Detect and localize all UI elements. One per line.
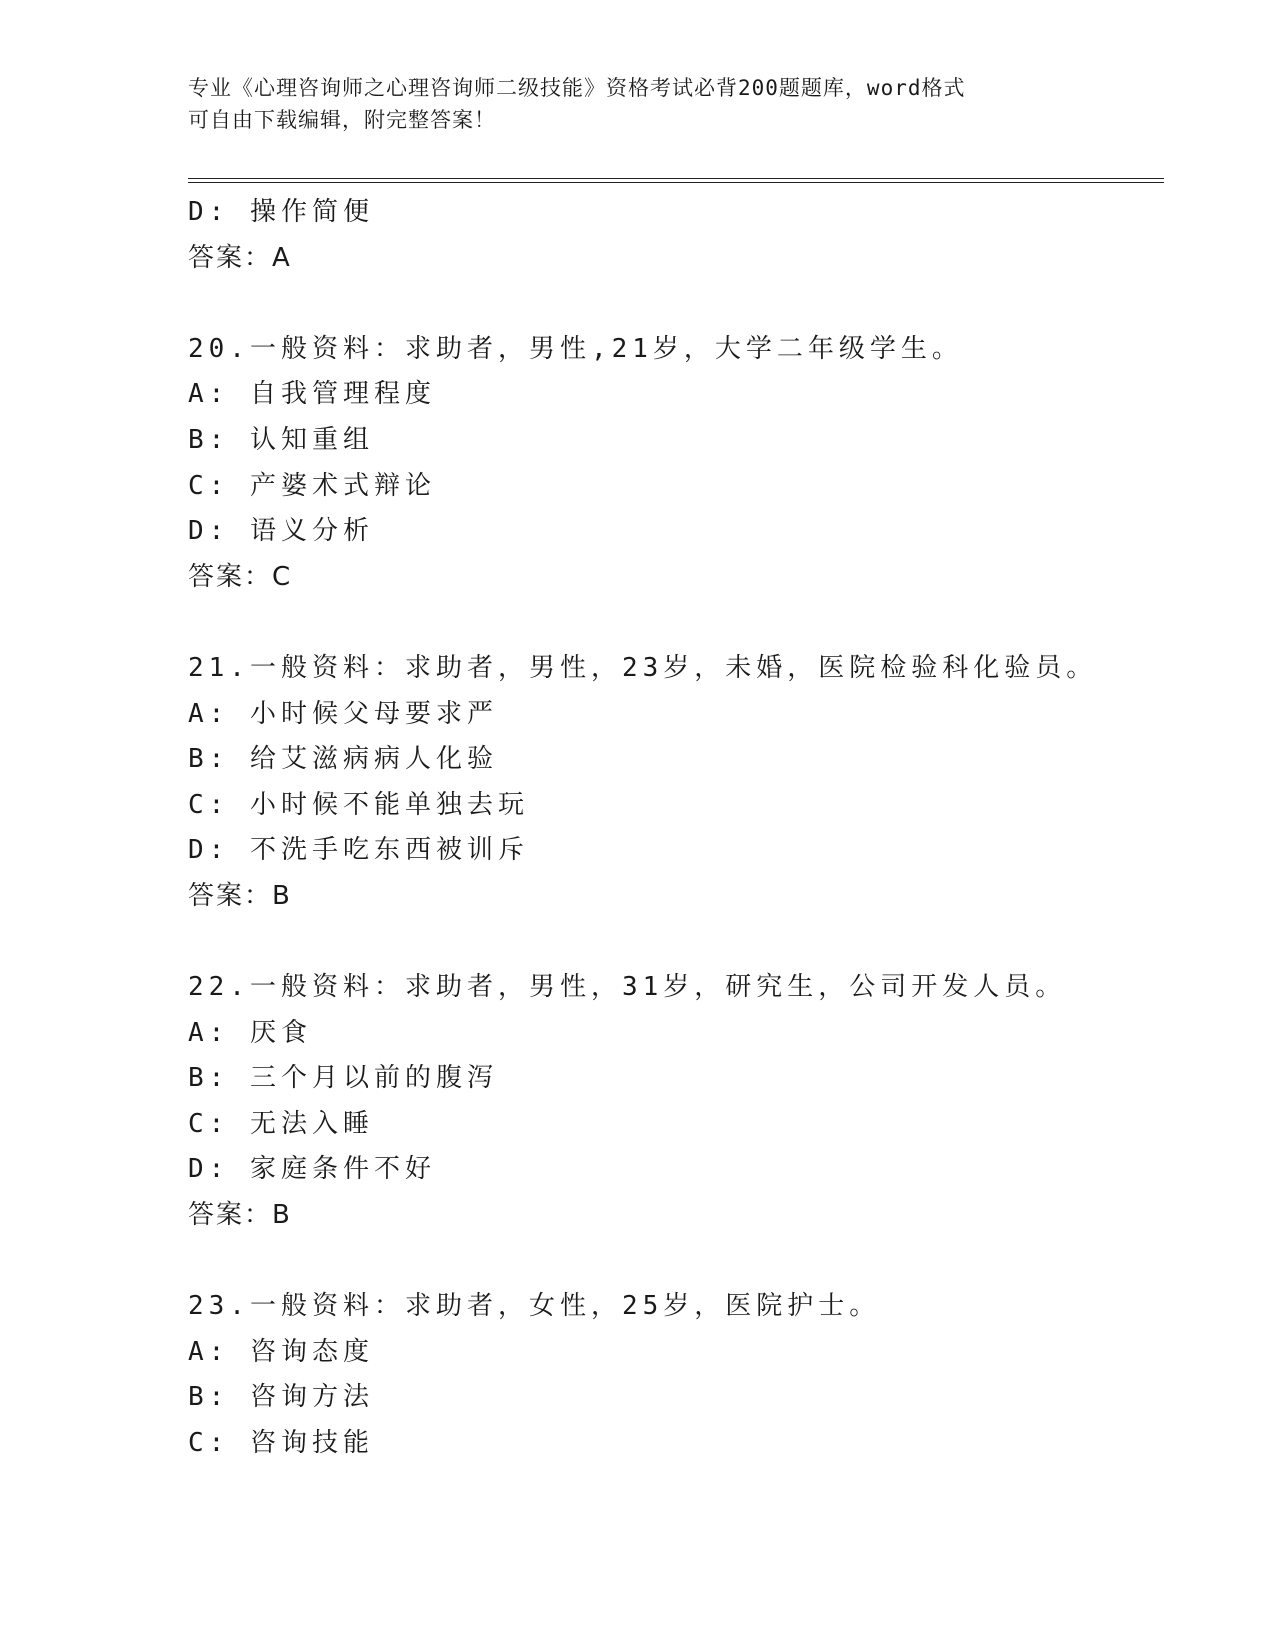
question-21 xyxy=(188,646,1164,920)
question-20 xyxy=(188,327,1164,601)
option-c: C: 产婆术式辩论 xyxy=(188,470,436,501)
option-c: C: 咨询技能 xyxy=(188,1428,374,1459)
option-d: D: 家庭条件不好 xyxy=(188,1154,436,1185)
question-stem: 21.一般资料：求助者，男性，23岁，未婚，医院检验科化验员。 xyxy=(188,652,1098,683)
option-b: B: 认知重组 xyxy=(188,424,374,455)
question-stem: 20.一般资料：求助者，男性,21岁，大学二年级学生。 xyxy=(188,333,963,364)
question-stem: 23.一般资料：求助者，女性，25岁，医院护士。 xyxy=(188,1291,881,1322)
spacer xyxy=(188,1239,1164,1285)
spacer xyxy=(188,600,1164,646)
question-stem: 22.一般资料：求助者，男性，31岁，研究生，公司开发人员。 xyxy=(188,972,1067,1003)
answer: 答案：C xyxy=(188,561,293,592)
header-line-1: 专业《心理咨询师之心理咨询师二级技能》资格考试必背200题题库，word格式 xyxy=(188,76,966,100)
question-list xyxy=(188,190,1164,1467)
header-divider-bottom xyxy=(188,182,1164,183)
option-a: A: 自我管理程度 xyxy=(188,379,436,410)
answer: 答案：B xyxy=(188,1200,292,1231)
answer: 答案：B xyxy=(188,880,292,911)
option-a: A: 厌食 xyxy=(188,1017,312,1048)
document-header xyxy=(188,72,1088,136)
option-d: D: 不洗手吃东西被训斥 xyxy=(188,835,529,866)
option-b: B: 三个月以前的腹泻 xyxy=(188,1063,498,1094)
option-b: B: 咨询方法 xyxy=(188,1382,374,1413)
option-c: C: 小时候不能单独去玩 xyxy=(188,789,529,820)
option-a: A: 小时候父母要求严 xyxy=(188,698,498,729)
option-d: D: 语义分析 xyxy=(188,516,374,547)
question-23 xyxy=(188,1284,1164,1466)
previous-question-option-d: D: 操作简便 xyxy=(188,197,374,227)
option-a: A: 咨询态度 xyxy=(188,1336,374,1367)
spacer xyxy=(188,281,1164,327)
previous-question-answer: 答案：A xyxy=(188,242,292,273)
option-b: B: 给艾滋病病人化验 xyxy=(188,744,498,775)
question-22 xyxy=(188,965,1164,1239)
option-c: C: 无法入睡 xyxy=(188,1108,374,1139)
header-divider-top xyxy=(188,178,1164,179)
spacer xyxy=(188,920,1164,966)
header-line-2: 可自由下载编辑，附完整答案！ xyxy=(188,108,496,132)
